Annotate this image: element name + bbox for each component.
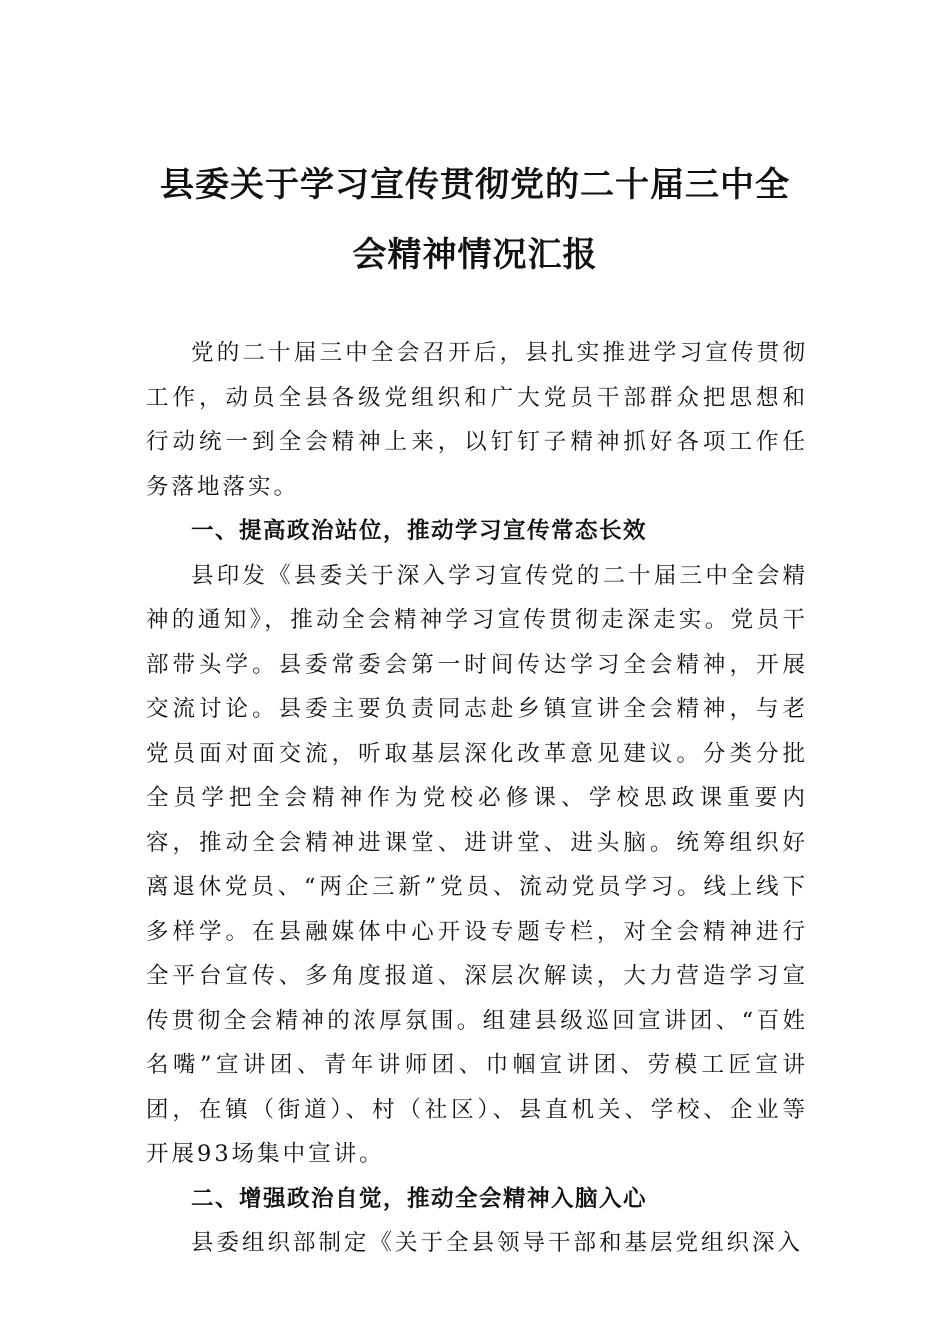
section-heading-1: 一、提高政治站位，推动学习宣传常态长效 [191,518,648,544]
paragraph-section-1: 县印发《县委关于深入学习宣传党的二十届三中全会精神的通知》，推动全会精神学习宣传贯彻走深走实。党员干部带头学。县委常委会第一时间传达学习全会精神，开展交流讨论。县委主要负责同志赴乡镇宣讲全会精神，与老党员面对面交流，听取基层深化改革意见建议。分类分批全员学把全会精神作为党校必修课、学校思政课重要内容，推动全会精神进课堂、进讲堂、进头脑。统筹组织好离退休党员、“两企三新”党员、流动党员学习。线上线下多样学。在县融媒体中心开设专题专栏，对全会精神进行全平台宣传、多角度报道、深层次解读，大力营造学习宣传贯彻全会精神的浓厚氛围。组建县级巡回宣讲团、“百姓名嘴”宣讲团、青年讲师团、巾帼宣讲团、劳模工匠宣讲团，在镇（街道）、村（社区）、县直机关、学校、企业等开展93场集中宣讲。 [146,562,808,1167]
document-body [146,331,808,1266]
document-title-line-1: 县委关于学习宣传贯彻党的二十届三中全 [160,165,790,205]
section-heading-2: 二、增强政治自觉，推动全会精神入脑入心 [191,1185,648,1212]
document-title-line-2: 会精神情况汇报 [352,235,598,275]
paragraph-intro: 党的二十届三中全会召开后，县扎实推进学习宣传贯彻工作，动员全县各级党组织和广大党员干部群众把思想和行动统一到全会精神上来，以钉钉子精神抓好各项工作任务落地落实。 [146,340,808,500]
paragraph-section-2: 县委组织部制定《关于全县领导干部和基层党组织深入 [191,1230,804,1256]
